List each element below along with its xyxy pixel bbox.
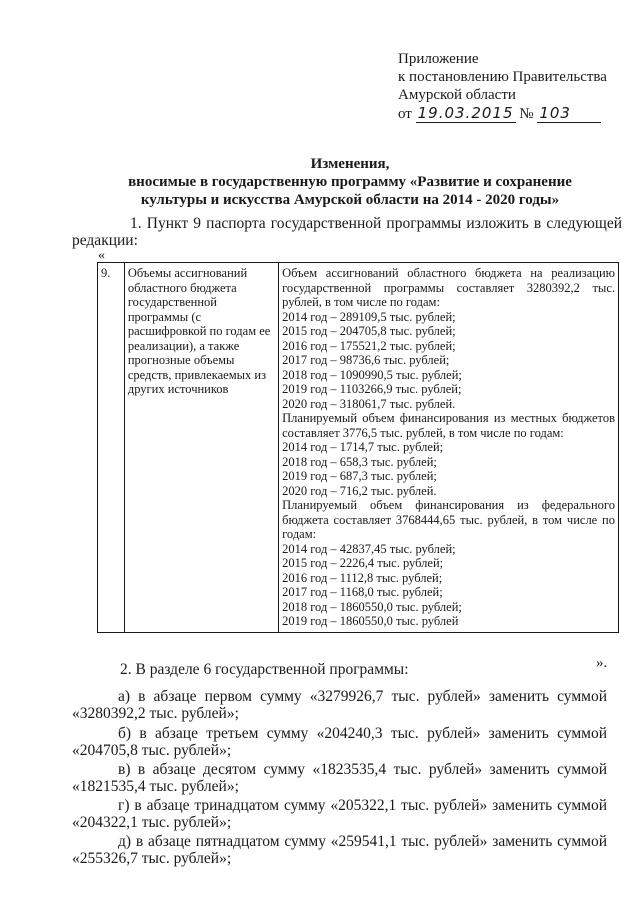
number-prefix: № [519,106,534,122]
paragraph-1: 1. Пункт 9 паспорта государственной программы изложить в следующей редакции: [72,215,622,249]
federal-year-2018: 2018 год – 1860550,0 тыс. рублей; [282,599,462,614]
appendix-line-2: к постановлению Правительства [398,69,607,85]
local-year-2014: 2014 год – 1714,7 тыс. рублей; [282,440,444,454]
regional-year-2015: 2015 год – 204705,8 тыс. рублей; [282,324,456,338]
row-name-cell: Объемы ассигнований областного бюджета государственной программы (с расшифровкой по годам ее реализации), а также прогнозные объемы средств, привлекаемых из других источников [124,263,278,633]
appendix-date-line [398,104,607,123]
passport-table [97,262,619,633]
handwritten-date: 19.03.2015 [417,104,514,122]
appendix-line-1: Приложение [398,51,479,67]
list-item-v: в) в абзаце десятом сумму «1823535,4 тыс. рублей» заменить суммой «1821535,4 тыс. рублей»; [72,761,607,795]
appendix-header [398,50,607,123]
federal-year-2016: 2016 год – 1112,8 тыс. рублей; [282,570,443,585]
heading-line-1: Изменения, [310,156,390,172]
regional-budget-intro: Объем ассигнований областного бюджета на реализацию государственной программы составляет 3280392,2 тыс. рублей, в том числе по годам: [282,266,615,309]
opening-quote: « [98,248,105,263]
document-heading [100,155,600,209]
list-item-a: а) в абзаце первом сумму «3279926,7 тыс. рублей» заменить суммой «3280392,2 тыс. рублей»; [72,688,607,722]
list-item-g: г) в абзаце тринадцатом сумму «205322,1 тыс. рублей» заменить суммой «204322,1 тыс. рублей»; [72,797,607,831]
local-year-2020: 2020 год – 716,2 тыс. рублей. [282,483,437,498]
list-item-d: д) в абзаце пятнадцатом сумму «259541,1 тыс. рублей» заменить суммой «255326,7 тыс. рублей»; [72,833,607,867]
federal-year-2019: 2019 год – 1860550,0 тыс. рублей [282,614,459,628]
closing-quote: ». [596,655,608,671]
regional-year-2019: 2019 год – 1103266,9 тыс. рублей; [282,382,462,396]
list-item-b: б) в абзаце третьем сумму «204240,3 тыс. рублей» заменить суммой «204705,8 тыс. рублей»; [72,725,607,759]
local-budget-intro: Планируемый объем финансирования из местных бюджетов составляет 3776,5 тыс. рублей, в том числе по годам: [282,411,615,440]
row-content-cell [279,263,619,633]
regional-year-2017: 2017 год – 98736,6 тыс. рублей; [282,353,450,367]
heading-line-2: вносимые в государственную программу «Развитие и сохранение [128,174,572,190]
regional-year-2014: 2014 год – 289109,5 тыс. рублей; [282,309,456,324]
federal-year-2014: 2014 год – 42837,45 тыс. рублей; [282,541,456,556]
table-row [98,263,619,633]
local-year-2019: 2019 год – 687,3 тыс. рублей; [282,469,437,483]
federal-year-2015: 2015 год – 2226,4 тыс. рублей; [282,556,444,570]
regional-year-2016: 2016 год – 175521,2 тыс. рублей; [282,338,456,353]
row-number-cell: 9. [98,263,125,633]
handwritten-number: 103 [537,104,601,123]
heading-line-3: культуры и искусства Амурской области на 2014 - 2020 годы» [140,192,560,208]
regional-year-2020: 2020 год – 318061,7 тыс. рублей. [282,396,456,411]
date-prefix: от [398,106,412,122]
federal-budget-intro: Планируемый объем финансирования из федерального бюджета составляет 3768444,65 тыс. рублей, в том числе по годам: [282,498,615,541]
appendix-line-3: Амурской области [398,87,516,103]
paragraph-2: 2. В разделе 6 государственной программы: [120,661,409,678]
local-year-2018: 2018 год – 658,3 тыс. рублей; [282,454,437,469]
regional-year-2018: 2018 год – 1090990,5 тыс. рублей; [282,367,462,382]
federal-year-2017: 2017 год – 1168,0 тыс. рублей; [282,585,443,599]
